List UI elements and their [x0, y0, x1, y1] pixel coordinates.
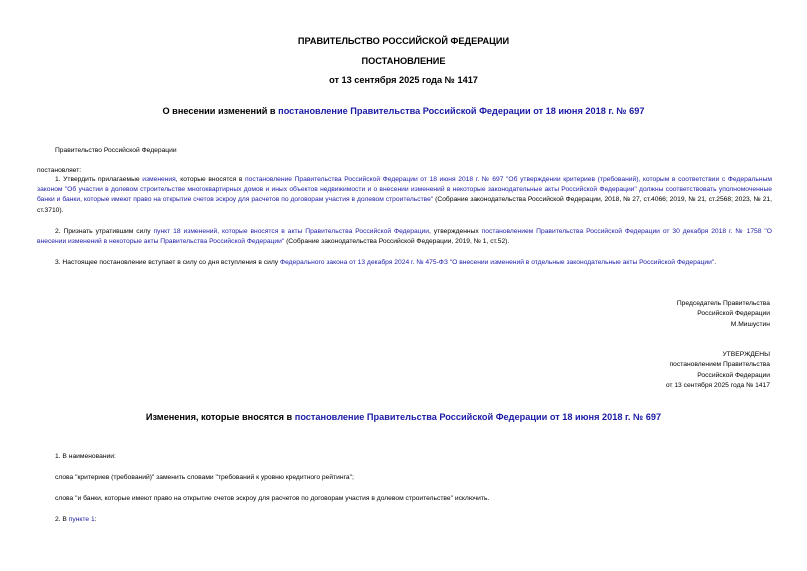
approval-approved: УТВЕРЖДЕНЫ [722, 351, 770, 358]
approval-block [666, 350, 770, 391]
intro-resolves: постановляет: [37, 167, 82, 174]
p3-federal-law-link[interactable]: Федерального закона от 13 декабря 2024 г. № 475-ФЗ "О внесении изменений в отдельные законодательные акты Российской Федерации" [279, 259, 715, 266]
change-point1-link[interactable]: пункте 1 [68, 516, 95, 523]
government-header: ПРАВИТЕЛЬСТВО РОССИЙСКОЙ ФЕДЕРАЦИИ [297, 36, 510, 46]
signature-name: М.Мишустин [730, 320, 770, 328]
title-link[interactable]: постановление Правительства Российской Федерации от 18 июня 2018 г. № 697 [278, 106, 645, 116]
changes-title [0, 412, 807, 422]
intro-government: Правительство Российской Федерации [55, 147, 177, 154]
signature-country: Российской Федерации [697, 310, 770, 318]
paragraph-1: 1. Утвердить прилагаемые изменения, которые вносятся в постановление Правительства Российской Федерации от 18 июня 2018 г. № 697 "Об утверждении критериев (требований), которым в соответствии с Федеральным законом "Об участии в долевом строительстве многоквартирных домов и иных объектов недвижимости и о внесении изменений в некоторые законодательные акты Российской Федерации" должны соответствовать уполномоченные банки и банки, которые имеют право на открытие счетов эскроу для расчетов по договорам участия в долевом строительстве" (Собрание законодательства Российской Федерации, 2018, № 27, ст.4066; 2019, № 21, ст.2568; 2023, № 21, ст.3710). [37, 176, 773, 214]
paragraph-3: 3. Настоящее постановление вступает в силу со дня вступления в силу Федерального закона от 13 декабря 2024 г. № 475-ФЗ "О внесении изменений в отдельные законодательные акты Российской Федерации". [55, 259, 717, 266]
p2-resolution-1758-link[interactable]: постановлением Правительства Российской Федерации от 30 декабря 2018 г. № 1758 "О внесении изменений в некоторые акты Правительства Российской Федерации" [37, 228, 772, 246]
signature-position: Председатель Правительства [676, 300, 770, 307]
p1-resolution-697-link[interactable]: постановление Правительства Российской Федерации от 18 июня 2018 г. № 697 "Об утверждении критериев (требований), которым в соответствии с Федеральным законом "Об участии в долевом строительстве многоквартирных домов и иных объектов недвижимости и о внесении изменений в некоторые законодательные акты Российской Федерации" должны соответствовать уполномоченные банки и банки, которые имеют право на открытие счетов эскроу для расчетов по договорам участия в долевом строительстве" [37, 176, 772, 204]
change-item-2: слова "критериев (требований)" заменить словами "требований к уровню кредитного рейтинга"; [55, 474, 354, 481]
document-type: ПОСТАНОВЛЕНИЕ [361, 56, 446, 66]
change-item-1: 1. В наименовании: [55, 453, 116, 460]
changes-title-prefix: Изменения, которые вносятся в [145, 412, 295, 422]
changes-title-link[interactable]: постановление Правительства Российской Федерации от 18 июня 2018 г. № 697 [294, 412, 662, 422]
signature-block [677, 299, 770, 330]
title-prefix: О внесении изменений в [162, 106, 279, 116]
document-title [0, 106, 807, 116]
paragraph-2: 2. Признать утратившим силу пункт 18 изменений, которые вносятся в акты Правительства Российской Федерации, утвержденных постановлением Правительства Российской Федерации от 30 декабря 2018 г. № 1758 "О внесении изменений в некоторые акты Правительства Российской Федерации" (Собрание законодательства Российской Федерации, 2019, № 1, ст.52). [37, 228, 772, 246]
approval-by: постановлением Правительства [669, 361, 770, 369]
p1-changes-link[interactable]: изменения [142, 176, 176, 183]
change-item-3: слова "и банки, которые имеют право на открытие счетов эскроу для расчетов по договорам участия в долевом строительстве" исключить. [55, 495, 490, 502]
change-item-4: 2. В пункте 1: [55, 516, 97, 523]
approval-country: Российской Федерации [697, 371, 770, 379]
p2-point18-link[interactable]: пункт 18 изменений, которые вносятся в акты Правительства Российской Федерации [153, 228, 430, 235]
document-date-number: от 13 сентября 2025 года № 1417 [329, 75, 478, 85]
approval-date: от 13 сентября 2025 года № 1417 [665, 381, 770, 389]
